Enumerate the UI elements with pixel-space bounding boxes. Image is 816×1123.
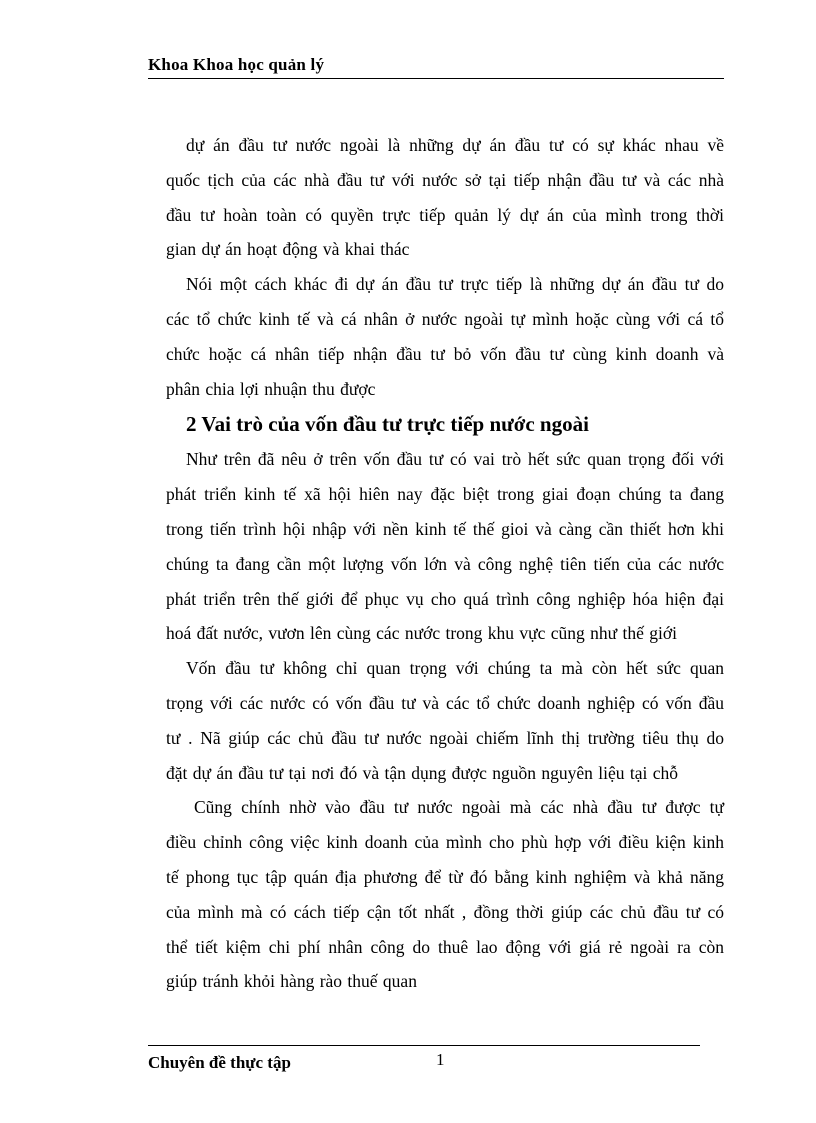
paragraph-2 bbox=[166, 267, 724, 406]
text-line: quốc tịch của các nhà đầu tư với nước sở tại tiếp nhận đầu tư và các nhà bbox=[166, 169, 724, 190]
text-line: chức hoặc cá nhân tiếp nhận đầu tư bỏ vốn đầu tư cùng kinh doanh và bbox=[166, 343, 724, 364]
text-line: đầu tư hoàn toàn có quyền trực tiếp quản lý dự án của mình trong thời bbox=[166, 204, 724, 225]
footer-divider bbox=[148, 1045, 700, 1046]
page-number: 1 bbox=[436, 1050, 445, 1069]
text-line: tế phong tục tập quán địa phương để từ đó bằng kinh nghiệm và khả năng bbox=[166, 866, 724, 887]
section-heading: 2 Vai trò của vốn đầu tư trực tiếp nước ngoài bbox=[186, 412, 589, 437]
text-line: trọng với các nước có vốn đầu tư và các tổ chức doanh nghiệp có vốn đầu bbox=[166, 692, 724, 713]
header-title: Khoa Khoa học quản lý bbox=[148, 55, 325, 74]
text-line: Nói một cách khác đi dự án đầu tư trực tiếp là những dự án đầu tư do bbox=[186, 274, 724, 295]
text-line: trong tiến trình hội nhập với nền kinh tế thế gioi và càng cần thiết hơn khi bbox=[166, 518, 724, 539]
text-line: gian dự án hoạt động và khai thác bbox=[166, 239, 410, 260]
text-line: phân chia lợi nhuận thu được bbox=[166, 378, 376, 399]
paragraph-5 bbox=[166, 790, 724, 999]
page-header bbox=[148, 52, 724, 79]
text-line: phát triển trên thế giới để phục vụ cho quá trình công nghiệp hóa hiện đại bbox=[166, 588, 724, 609]
text-line: thể tiết kiệm chi phí nhân công do thuê lao động với giá rẻ ngoài ra còn bbox=[166, 936, 724, 957]
text-line: tư . Nã giúp các chủ đầu tư nước ngoài chiếm lĩnh thị trường tiêu thụ do bbox=[166, 727, 724, 748]
text-line: Cũng chính nhờ vào đầu tư nước ngoài mà các nhà đầu tư được tự bbox=[194, 797, 724, 818]
text-line: chúng ta đang cần một lượng vốn lớn và công nghệ tiên tiến của các nước bbox=[166, 553, 724, 574]
paragraph-1 bbox=[166, 128, 724, 267]
text-line: Như trên đã nêu ở trên vốn đầu tư có vai trò hết sức quan trọng đối với bbox=[186, 449, 724, 470]
text-line: phát triển kinh tế xã hội hiên nay đặc biệt trong giai đoạn chúng ta đang bbox=[166, 484, 724, 505]
text-line: điều chỉnh công việc kinh doanh của mình cho phù hợp với điều kiện kinh bbox=[166, 832, 724, 853]
document-body bbox=[166, 128, 724, 999]
paragraph-3 bbox=[166, 442, 724, 651]
text-line: Vốn đầu tư không chỉ quan trọng với chúng ta mà còn hết sức quan bbox=[186, 658, 724, 679]
text-line: hoá đất nước, vươn lên cùng các nước trong khu vực cũng như thế giới bbox=[166, 623, 678, 644]
text-line: của mình mà có cách tiếp cận tốt nhất , đồng thời giúp các chủ đầu tư có bbox=[166, 901, 724, 922]
text-line: dự án đầu tư nước ngoài là những dự án đầu tư có sự khác nhau về bbox=[186, 135, 724, 155]
paragraph-4 bbox=[166, 651, 724, 790]
text-line: giúp tránh khỏi hàng rào thuế quan bbox=[166, 971, 417, 992]
text-line: đặt dự án đầu tư tại nơi đó và tận dụng được nguồn nguyên liệu tại chỗ bbox=[166, 762, 679, 783]
footer-label: Chuyên đề thực tập bbox=[148, 1053, 291, 1072]
text-line: các tổ chức kinh tế và cá nhân ở nước ngoài tự mình hoặc cùng với cá tổ bbox=[166, 308, 724, 329]
